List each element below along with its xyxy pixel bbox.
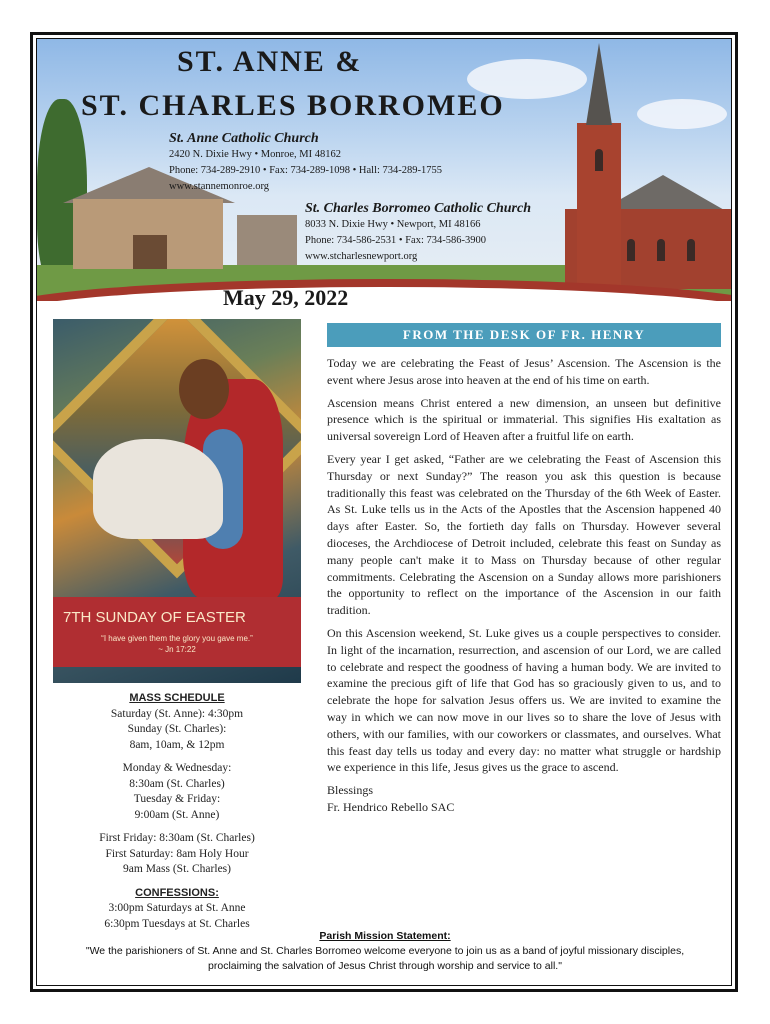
schedule-line: 8am, 10am, & 12pm [129,738,225,751]
bulletin-page [36,38,732,986]
desk-letter [327,355,721,816]
letter-paragraph: Every year I get asked, “Father are we celebrating the Feast of Ascension this Thursday or next Sunday?” The reason you ask this question is because traditionally this feast was celebrated on the Thursday of the 6th Week of Easter. As St. Luke tells us in the Acts of the Apostles that the Ascension happened 40 days after Easter. So, the fortieth day falls on Thursday. However several dioceses, the Archdiocese of Detroit included, celebrate this feast on Sunday as many people can't make it to Mass on Thursday because of other regular commitments. Celebrating the Ascension on a Sunday allows more parishioners the opportunity to reflect on the importance of the Ascension in our faith tradition. [327,451,721,618]
schedule-line: 9:00am (St. Anne) [134,808,220,821]
church-window [687,239,695,261]
st-charles-phones: Phone: 734-586-2531 • Fax: 734-586-3900 [305,235,486,246]
schedule-line: First Saturday: 8am Holy Hour [105,847,249,860]
parish-title-line1: ST. ANNE & [177,45,363,78]
st-anne-annex [237,215,297,265]
letter-closing: Blessings [327,783,374,798]
jesus-figure-robe [93,439,223,539]
artwork-quote-ref: ~ Jn 17:22 [158,645,196,654]
cloud [637,99,727,129]
st-anne-church-door [133,235,167,269]
artwork-quote-text: “I have given them the glory you gave me.” [101,634,253,643]
st-charles-address: 8033 N. Dixie Hwy • Newport, MI 48166 [305,219,481,230]
schedule-line: Tuesday & Friday: [133,793,221,805]
parish-title-line2: ST. CHARLES BORROMEO [81,89,505,122]
mission-statement [37,929,732,974]
artwork-banner [53,597,301,667]
st-anne-address: 2420 N. Dixie Hwy • Monroe, MI 48162 [169,149,341,160]
st-charles-website[interactable]: www.stcharlesnewport.org [305,251,418,262]
letter-paragraph: On this Ascension weekend, St. Luke gives us a couple perspectives to consider. In light of the incarnation, resurrection, and ascension of our Lord, we are called to celebrate and respect the goodness of having a human body. We are invited to examine the precious gift of life that God has so graciously given to us, and to celebrate the hope for salvation Jesus offers us. We are invited to examine the way in which we can now move in our lives so to share the love of Jesus with others, with our families, with our coworkers or classmates, and ourselves. What this feast day tells us today and every day: no matter what struggle or hardship we experience in this life, Jesus gives us the grace to ascend. [327,625,721,775]
artwork-banner-quote [63,633,291,655]
schedule-line: Sunday (St. Charles): [127,723,227,735]
schedule-line: Monday & Wednesday: [122,762,232,774]
header-banner [37,39,732,301]
mission-statement-heading: Parish Mission Statement: [319,930,451,942]
church-window [657,239,665,261]
schedule-line: 9am Mass (St. Charles) [123,863,231,875]
bulletin-date: May 29, 2022 [223,285,349,310]
st-anne-name: St. Anne Catholic Church [169,131,319,146]
mass-schedule-heading: MASS SCHEDULE [129,692,225,704]
jesus-figure-head [179,359,229,419]
easter-artwork [53,319,301,683]
st-charles-info [305,201,531,265]
letter-signature: Fr. Hendrico Rebello SAC [327,799,455,814]
artwork-banner-title: 7TH SUNDAY OF EASTER [63,609,246,626]
st-anne-info [169,131,442,195]
st-anne-website[interactable]: www.stannemonroe.org [169,181,270,192]
mission-statement-line: "We the parishioners of St. Anne and St. Charles Borromeo welcome everyone to join us as a band of joyful missionary disciples, [85,945,685,957]
schedule-line: 8:30am (St. Charles) [129,777,225,790]
st-charles-name: St. Charles Borromeo Catholic Church [305,201,532,216]
confessions-line: 6:30pm Tuesdays at St. Charles [104,917,250,930]
mass-schedule [53,691,301,932]
mission-statement-line: proclaiming the salvation of Jesus Christ through worship and service to all." [208,960,562,972]
schedule-line: Saturday (St. Anne): 4:30pm [110,707,244,720]
schedule-line: First Friday: 8:30am (St. Charles) [99,832,255,844]
church-window [595,149,603,171]
letter-paragraph: Today we are celebrating the Feast of Jesus’ Ascension. The Ascension is the event where Jesus arose into heaven at the end of his time on earth. [327,356,721,387]
st-anne-phones: Phone: 734-289-2910 • Fax: 734-289-1098 • Hall: 734-289-1755 [169,165,443,176]
confessions-heading: CONFESSIONS: [135,886,219,899]
letter-paragraph: Ascension means Christ entered a new dimension, an unseen but definitive presence which is the spiritual or immaterial. This signifies His exaltation as universal sovereign Lord of Heaven after a fruitful life on earth. [327,395,721,444]
st-charles-spire [586,43,612,125]
desk-heading: FROM THE DESK OF FR. HENRY [327,323,721,347]
confessions-line: 3:00pm Saturdays at St. Anne [108,902,246,914]
church-window [627,239,635,261]
